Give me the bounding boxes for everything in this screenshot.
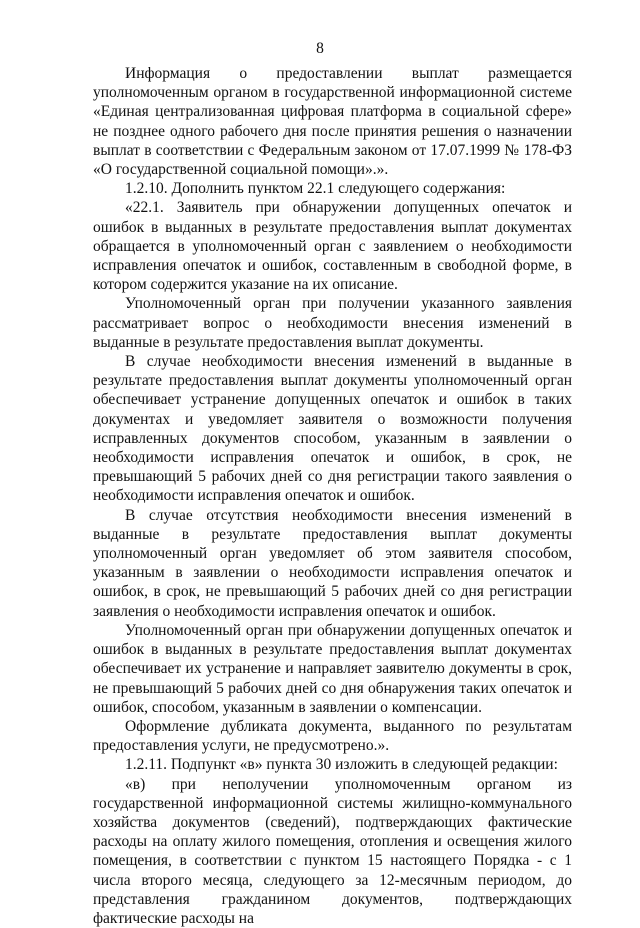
page-number: 8 <box>316 40 324 57</box>
paragraph-no-corrections-needed: В случае отсутствия необходимости внесения изменений в выданные в результате предоставления выплат документы уполномоченный орган уведомляет об этом заявителя способом, указанным в заявлении о необходимости исправления опечаток и ошибок, в срок, не превышающий 5 рабочих дней со дня регистрации заявления о необходимости исправления опечаток и ошибок. <box>93 506 572 620</box>
paragraph-errors-found-by-agency: Уполномоченный орган при обнаружении допущенных опечаток и ошибок в выданных в результате предоставления выплат документах обеспечивает их устранение и направляет заявителю документы в срок, не превышающий 5 рабочих дней со дня обнаружения таких опечаток и ошибок, способом, указанным в заявлении о компенсации. <box>93 621 572 716</box>
paragraph-22-1: «22.1. Заявитель при обнаружении допущенных опечаток и ошибок в выданных в результате предоставления выплат документах обращается в уполномоченный орган с заявлением о необходимости исправления опечаток и ошибок, составленным в свободной форме, в котором содержится указание на их описание. <box>93 199 572 294</box>
paragraph-corrections-needed: В случае необходимости внесения изменений в выданные в результате предоставления выплат документы уполномоченный орган обеспечивает устранение допущенных опечаток и ошибок в таких документах и уведомляет заявителя о возможности получения исправленных документов способом, указанным в заявлении о необходимости исправления опечаток и ошибок, в срок, не превышающий 5 рабочих дней со дня регистрации такого заявления о необходимости исправления опечаток и ошибок. <box>93 353 572 505</box>
document-body <box>93 64 572 928</box>
paragraph-duplicate-not-provided: Оформление дубликата документа, выданного по результатам предоставления услуги, не предусмотрено.». <box>93 717 572 755</box>
paragraph-review-request: Уполномоченный орган при получении указанного заявления рассматривает вопрос о необходимости внесения изменений в выданные в результате предоставления выплат документы. <box>93 295 572 351</box>
paragraph-info-publication: Информация о предоставлении выплат размещается уполномоченным органом в государственной информационной системе «Единая централизованная цифровая платформа в социальной сфере» не позднее одного рабочего дня после принятия решения о назначении выплат в соответствии с Федеральным законом от 17.07.1999 № 178-ФЗ «О государственной социальной помощи».». <box>93 65 572 179</box>
paragraph-1-2-10: 1.2.10. Дополнить пунктом 22.1 следующего содержания: <box>125 180 506 198</box>
paragraph-subitem-v: «в) при неполучении уполномоченным органом из государственной информационной системы жилищно-коммунального хозяйства документов (сведений), подтверждающих фактические расходы на оплату жилого помещения, отопления и освещения жилого помещения, в соответствии с пунктом 15 настоящего Порядка - с 1 числа второго месяца, следующего за 12-месячным периодом, до представления гражданином документов, подтверждающих фактические расходы на <box>93 775 572 927</box>
paragraph-1-2-11: 1.2.11. Подпункт «в» пункта 30 изложить в следующей редакции: <box>125 756 558 774</box>
